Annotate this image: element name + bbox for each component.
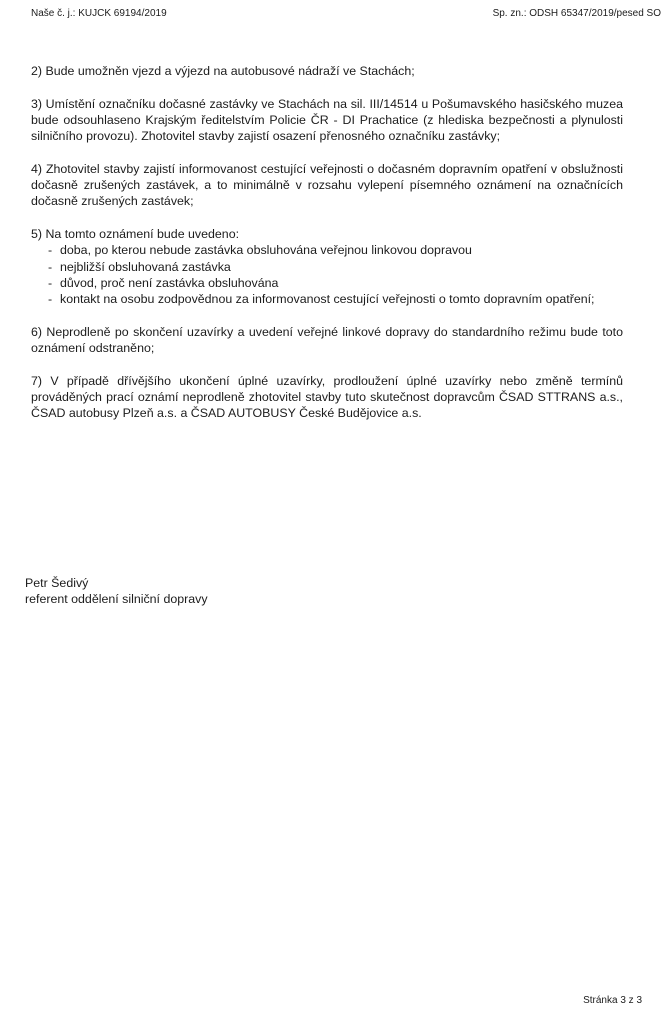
condition-2-text: 2) Bude umožněn vjezd a výjezd na autobusové nádraží ve Stachách; [31,64,415,78]
document-body [31,63,623,438]
condition-6 [31,324,623,357]
condition-5-intro: 5) Na tomto oznámení bude uvedeno: [31,226,240,241]
file-number: Sp. zn.: ODSH 65347/2019/pesed SO [492,8,661,19]
list-item-text: kontakt na osobu zodpovědnou za informovanost cestující veřejnosti o tomto dopravním opatření; [60,292,595,307]
page-number: Stránka 3 z 3 [583,995,642,1006]
list-item-text: důvod, proč není zastávka obsluhována [60,275,279,290]
condition-2 [31,63,623,79]
list-item: - doba, po kterou nebude zastávka obsluhována veřejnou linkovou dopravou [48,243,472,258]
condition-6-text: 6) Neprodleně po skončení uzavírky a uvedení veřejné linkové dopravy do standardního režimu bude toto oznámení odstraněno; [31,324,623,356]
reference-number: Naše č. j.: KUJCK 69194/2019 [31,8,167,19]
condition-4-text: 4) Zhotovitel stavby zajistí informovanost cestující veřejnosti o dočasném dopravním opatření v obslužnosti dočasně zrušených zastávek, a to minimálně v rozsahu vylepení písemného oznámení na označnících dočasně zrušených zastávek; [31,161,623,209]
condition-7 [31,373,623,422]
signatory-role: referent oddělení silniční dopravy [25,592,208,607]
condition-4 [31,161,623,210]
signatory-name: Petr Šedivý [25,576,89,590]
signature-block [25,575,208,608]
condition-3-text: 3) Umístění označníku dočasné zastávky ve Stachách na sil. III/14514 u Pošumavského hasičského muzea bude odsouhlaseno Krajským ředitelstvím Policie ČR - DI Prachatice (z hlediska bezpečnosti a plynulosti silničního provozu). Zhotovitel stavby zajistí osazení přenosného označníku zastávky; [31,96,623,144]
list-item: - důvod, proč není zastávka obsluhována [48,275,279,290]
condition-7-text: 7) V případě dřívějšího ukončení úplné uzavírky, prodloužení úplné uzavírky nebo změně termínů prováděných prací oznámí neprodleně zhotovitel stavby tuto skutečnost dopravcům ČSAD STTRANS a.s., ČSAD autobusy Plzeň a.s. a ČSAD AUTOBUSY České Budějovice a.s. [31,373,623,421]
condition-3 [31,96,623,145]
condition-5 [31,226,623,307]
notice-contents-list [31,242,623,307]
list-item-text: nejbližší obsluhovaná zastávka [60,259,231,274]
list-item: - kontakt na osobu zodpovědnou za informovanost cestující veřejnosti o tomto dopravním opatření; [48,292,595,307]
list-item-text: doba, po kterou nebude zastávka obsluhována veřejnou linkovou dopravou [60,243,472,258]
list-item: - nejbližší obsluhovaná zastávka [48,259,231,274]
